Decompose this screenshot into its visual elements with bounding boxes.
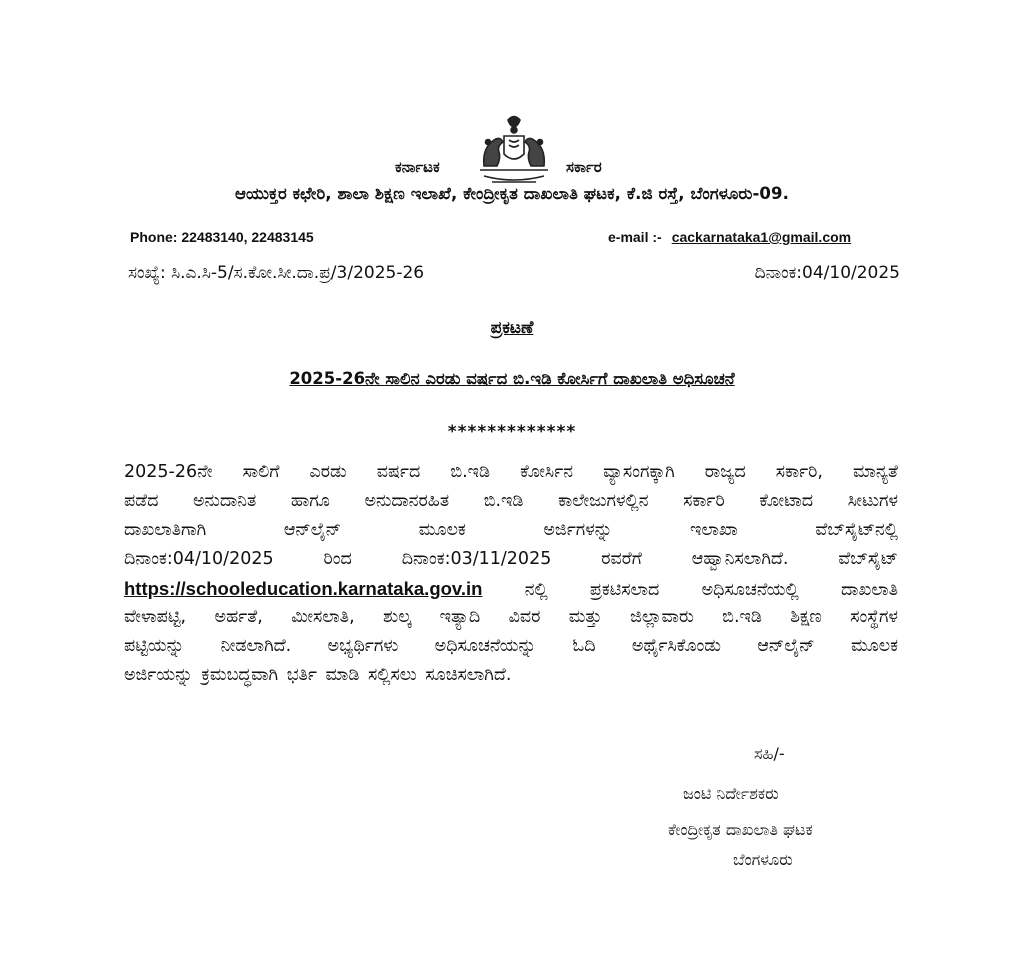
notice-title: ಪ್ರಕಟಣೆ xyxy=(490,318,534,338)
notice-subject: 2025-26ನೇ ಸಾಲಿನ ಎರಡು ವರ್ಷದ ಬಿ.ಇಡಿ ಕೋರ್ಸಿಗೆ ದಾಖಲಾತಿ ಅಧಿಸೂಚನೆ xyxy=(289,369,735,388)
signature-designation: ಜಂಟಿ ನಿರ್ದೇಶಕರು xyxy=(683,784,779,803)
header-state-left: ಕರ್ನಾಟಕ xyxy=(395,158,440,176)
body-line-rest: ನಲ್ಲಿ ಪ್ರಕಟಿಸಲಾದ ಅಧಿಸೂಚನೆಯಲ್ಲಿ ದಾಖಲಾತಿ xyxy=(524,580,898,600)
body-line: ದಿನಾಂಕ:04/10/2025 ರಿಂದ ದಿನಾಂಕ:03/11/2025 ರವರೆಗೆ ಆಹ್ವಾನಿಸಲಾಗಿದೆ. ವೆಬ್‌ಸೈಟ್ xyxy=(124,549,898,569)
karnataka-state-emblem-icon xyxy=(474,112,554,188)
email-label: e-mail :- xyxy=(608,229,662,245)
body-line: ಪಟ್ಟಿಯನ್ನು ನೀಡಲಾಗಿದೆ. ಅಭ್ಯರ್ಥಿಗಳು ಅಧಿಸೂಚನೆಯನ್ನು ಓದಿ ಅರ್ಥೈಸಿಕೊಂಡು ಆನ್‌ಲೈನ್ ಮೂಲಕ xyxy=(124,636,898,656)
signature-place: ಬೆಂಗಳೂರು xyxy=(733,850,793,869)
body-line: ಅರ್ಜಿಯನ್ನು ಕ್ರಮಬದ್ಧವಾಗಿ ಭರ್ತಿ ಮಾಡಿ ಸಲ್ಲಿಸಲು ಸೂಚಿಸಲಾಗಿದೆ. xyxy=(124,665,512,685)
separator-stars: ************* xyxy=(447,422,577,442)
header-state-right: ಸರ್ಕಾರ xyxy=(566,158,602,176)
email-line xyxy=(608,229,851,245)
email-link[interactable]: cackarnataka1@gmail.com xyxy=(671,229,852,245)
body-line: ವೇಳಾಪಟ್ಟಿ, ಅರ್ಹತೆ, ಮೀಸಲಾತಿ, ಶುಲ್ಕ ಇತ್ಯಾದಿ ವಿವರ ಮತ್ತು ಜಿಲ್ಲಾವಾರು ಬಿ.ಇಡಿ ಶಿಕ್ಷಣ ಸಂಸ್ಥೆಗಳ xyxy=(124,607,898,627)
reference-number: ಸಂಖ್ಯೆ: ಸಿ.ಎ.ಸಿ-5/ಸ.ಕೋ.ಸೀ.ದಾ.ಪ್ರ/3/2025-26 xyxy=(128,263,425,283)
body-line-with-url xyxy=(124,574,898,603)
body-line: ಪಡೆದ ಅನುದಾನಿತ ಹಾಗೂ ಅನುದಾನರಹಿತ ಬಿ.ಇಡಿ ಕಾಲೇಜುಗಳಲ್ಲಿನ ಸರ್ಕಾರಿ ಕೋಟಾದ ಸೀಟುಗಳ xyxy=(124,491,898,511)
notice-body xyxy=(124,458,898,690)
reference-date: ದಿನಾಂಕ:04/10/2025 xyxy=(754,263,900,283)
phone-numbers: Phone: 22483140, 22483145 xyxy=(130,229,314,245)
body-line: 2025-26ನೇ ಸಾಲಿಗೆ ಎರಡು ವರ್ಷದ ಬಿ.ಇಡಿ ಕೋರ್ಸಿನ ವ್ಯಾಸಂಗಕ್ಕಾಗಿ ರಾಜ್ಯದ ಸರ್ಕಾರಿ, ಮಾನ್ಯತೆ xyxy=(124,462,898,482)
body-line: ದಾಖಲಾತಿಗಾಗಿ ಆನ್‌ಲೈನ್ ಮೂಲಕ ಅರ್ಜಿಗಳನ್ನು ಇಲಾಖಾ ವೆಬ್‌ಸೈಟ್‌ನಲ್ಲಿ xyxy=(124,520,898,540)
signature-unit: ಕೇಂದ್ರೀಕೃತ ದಾಖಲಾತಿ ಘಟಕ xyxy=(668,820,813,839)
signature-signed: ಸಹಿ/- xyxy=(754,744,785,763)
office-address: ಆಯುಕ್ತರ ಕಛೇರಿ, ಶಾಲಾ ಶಿಕ್ಷಣ ಇಲಾಖೆ, ಕೇಂದ್ರೀಕೃತ ದಾಖಲಾತಿ ಘಟಕ, ಕೆ.ಜಿ ರಸ್ತೆ, ಬೆಂಗಳೂರು-09. xyxy=(235,184,789,203)
website-link[interactable]: https://schooleducation.karnataka.gov.in xyxy=(124,578,483,599)
